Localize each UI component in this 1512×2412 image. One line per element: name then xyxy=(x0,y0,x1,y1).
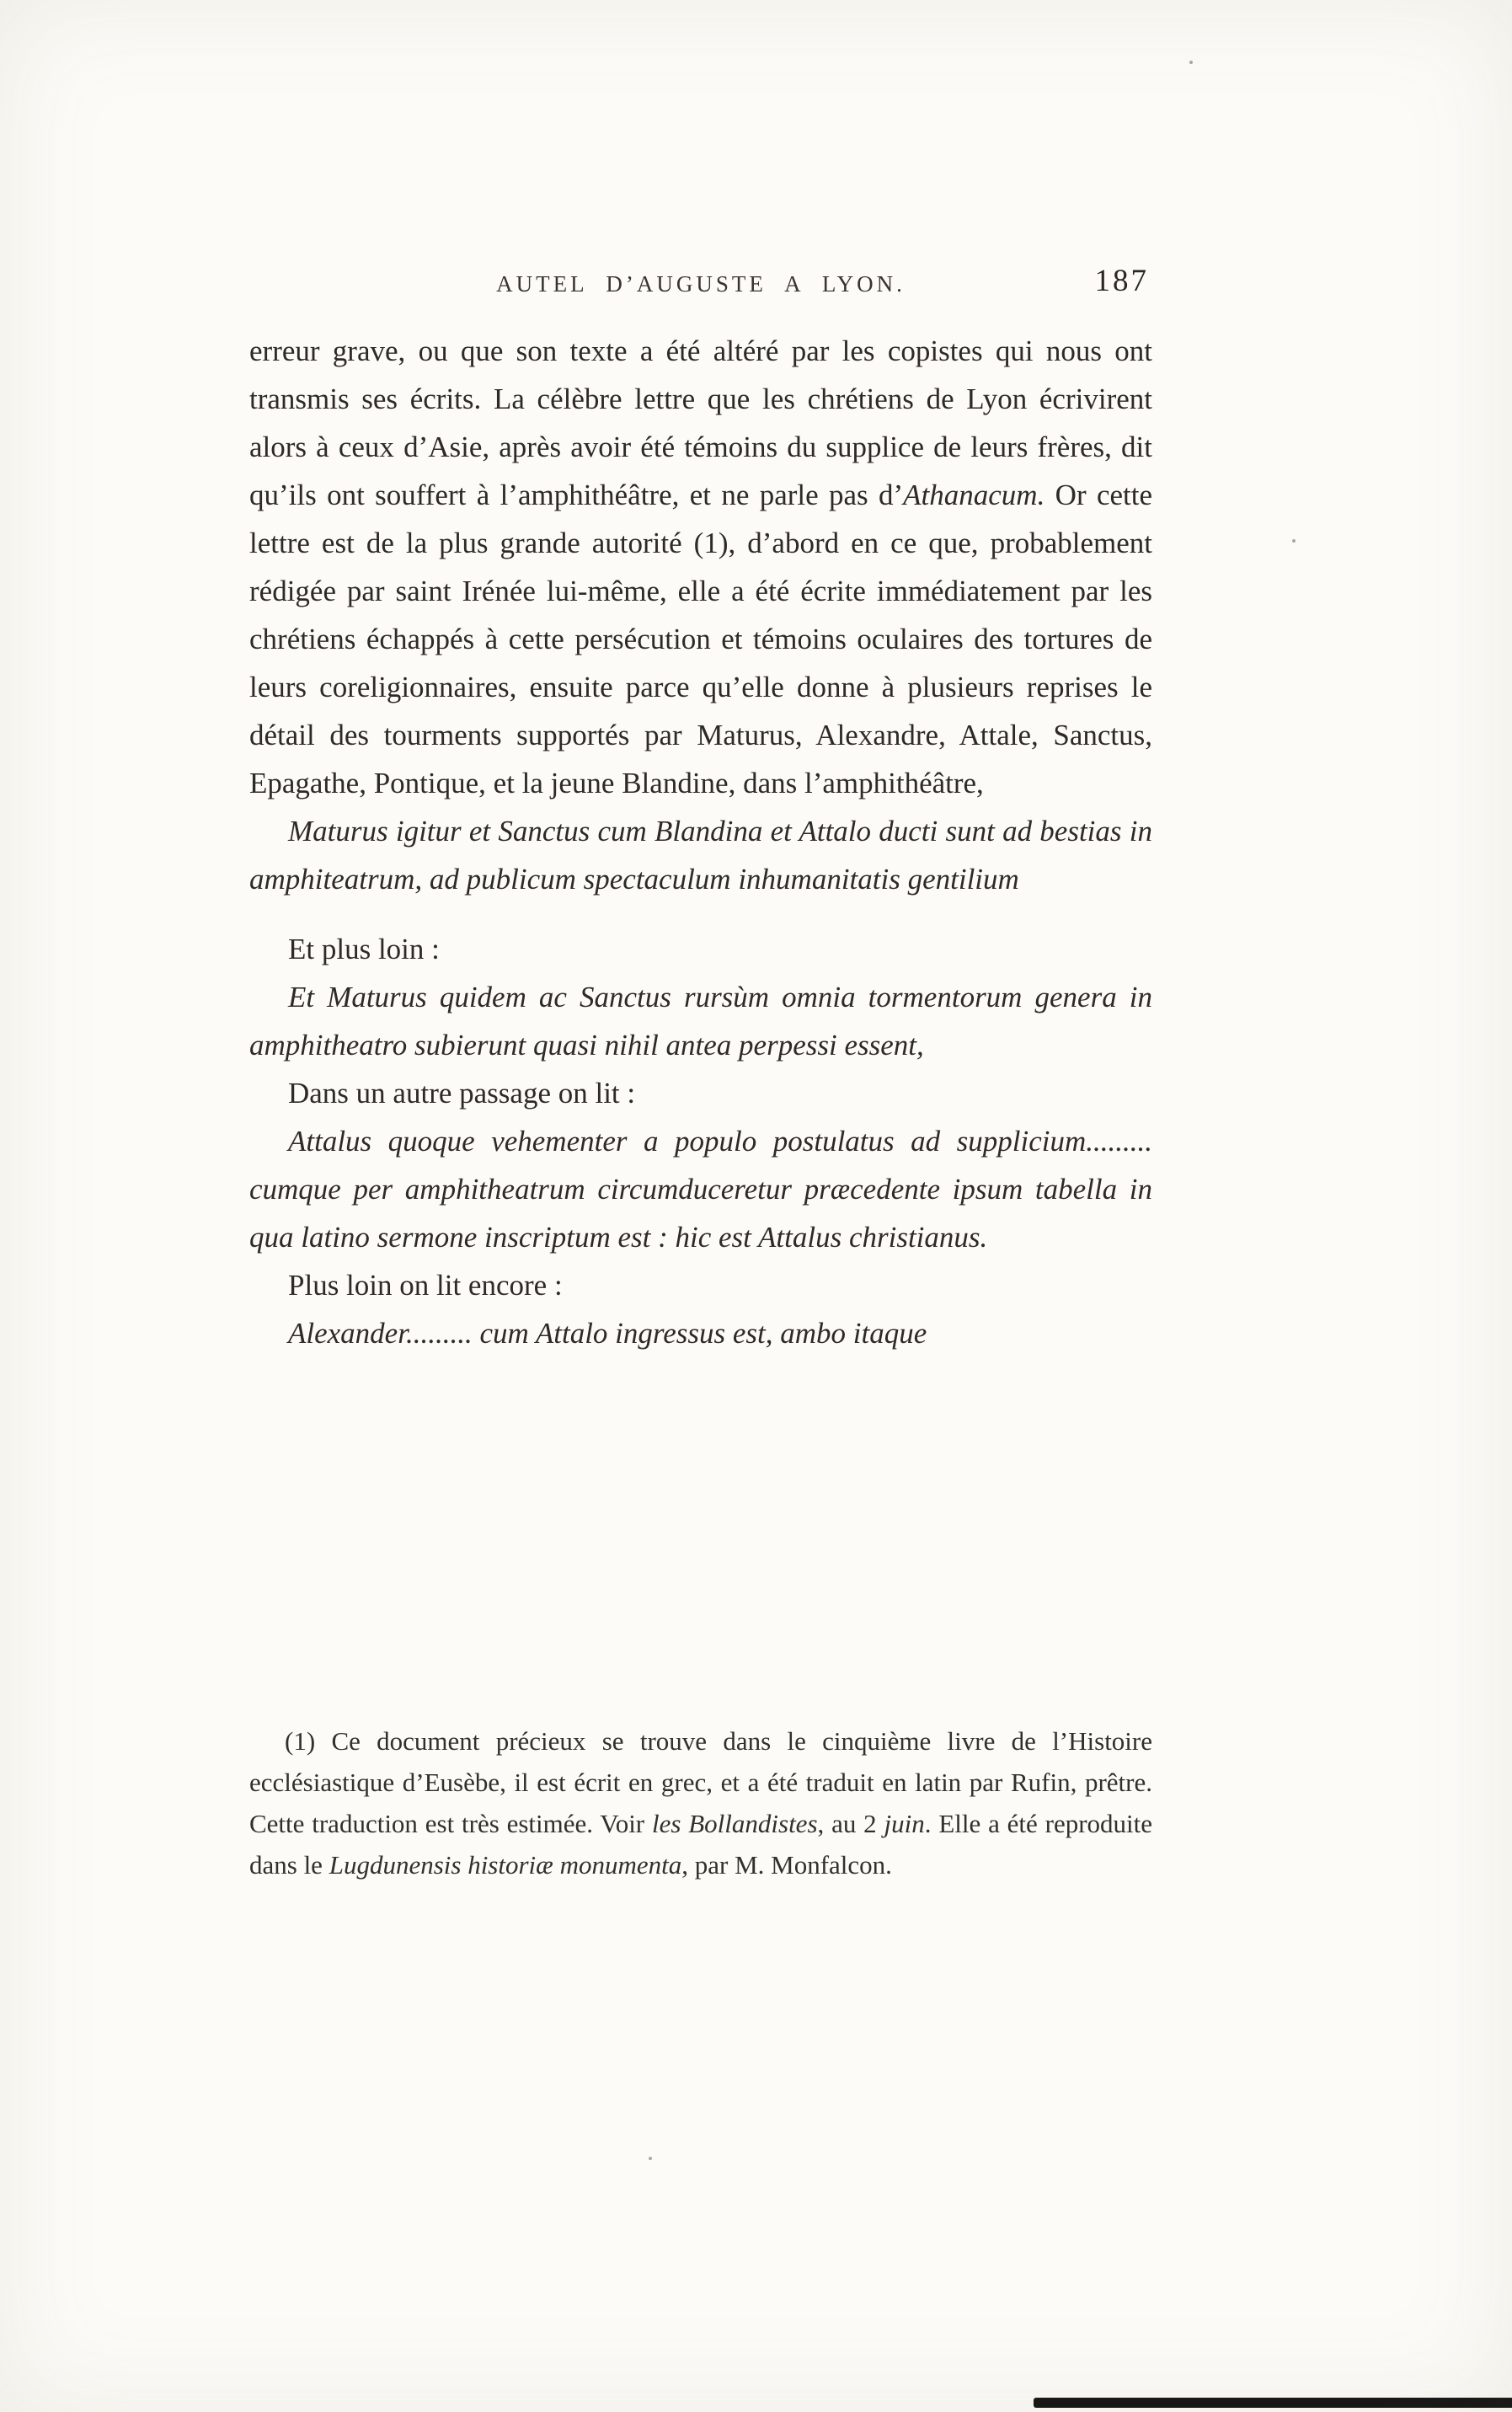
paragraph-plus-loin-encore: Plus loin on lit encore : xyxy=(288,1269,563,1302)
footnote-text-run-italic: Lugdunensis historiæ monumenta xyxy=(329,1850,682,1880)
footnote-text-run: . Elle a été reproduite dans le xyxy=(249,1809,1153,1880)
page-header xyxy=(249,266,1152,307)
text-run: erreur grave, ou que son texte a été altéré par les copistes qui nous ont transmis ses écrits. La célèbre lettre que les chrétiens de Lyon écrivirent alors à ceux d’Asie, après avoir été témoins du supplice de leurs frères, dit qu’ils ont souffert à l’amphithéâtre, et ne parle pas d’ xyxy=(249,334,1152,511)
footnote-text-run: , par M. Monfalcon. xyxy=(681,1850,892,1880)
text-run-italic: Athanacum. xyxy=(903,479,1045,511)
latin-quote-2: Et Maturus quidem ac Sanctus rursùm omnia tormentorum genera in amphitheatro subierunt quasi nihil antea perpessi essent, xyxy=(249,981,1152,1062)
text-run: Or cette lettre est de la plus grande autorité (1), d’abord en ce que, probablement rédigée par saint Irénée lui-même, elle a été écrite immédiatement par les chrétiens échappés à cette persécution et témoins oculaires des tortures de leurs coreligionnaires, ensuite parce qu’elle donne à plusieurs reprises le détail des tourments supportés par Maturus, Alexandre, Attale, Sanctus, Epagathe, Pontique, et la jeune Blandine, dans l’amphithéâtre, xyxy=(249,479,1152,800)
footnote-text-run-italic: les Bollandistes xyxy=(651,1809,818,1838)
paragraph-autre-passage: Dans un autre passage on lit : xyxy=(288,1077,636,1110)
paragraph-et-plus-loin: Et plus loin : xyxy=(288,933,440,965)
latin-quote-3: Attalus quoque vehementer a populo postulatus ad supplicium......... cumque per amphitheatrum circumduceretur præcedente ipsum tabella in qua latino sermone inscriptum est : hic est Attalus christianus. xyxy=(249,1125,1152,1254)
footnote-1 xyxy=(249,1720,1152,1885)
running-title: AUTEL D’AUGUSTE A LYON. xyxy=(496,271,906,297)
dust-speck xyxy=(1292,539,1296,543)
scan-artifact-bottom-bar xyxy=(1034,2398,1512,2408)
latin-quote-4: Alexander......... cum Attalo ingressus est, ambo itaque xyxy=(288,1317,927,1350)
text-column xyxy=(249,327,1152,1357)
footnote-text-run: , au 2 xyxy=(817,1809,884,1838)
paragraph-main xyxy=(249,327,1152,807)
dust-speck xyxy=(1189,61,1193,64)
latin-quote-1: Maturus igitur et Sanctus cum Blandina et Attalo ducti sunt ad bestias in amphiteatrum, ad publicum spectaculum inhumanitatis gentilium xyxy=(249,815,1152,896)
footnote-text-run-italic: juin xyxy=(884,1809,925,1838)
footnote-text-run: (1) Ce document précieux se trouve dans le cinquième livre de l’Histoire ecclésiastique d’Eusèbe, il est écrit en grec, et a été traduit en latin par Rufin, prêtre. Cette traduction est très estimée. Voir xyxy=(249,1726,1152,1838)
dust-speck xyxy=(649,2157,652,2160)
page-number: 187 xyxy=(1094,264,1149,298)
